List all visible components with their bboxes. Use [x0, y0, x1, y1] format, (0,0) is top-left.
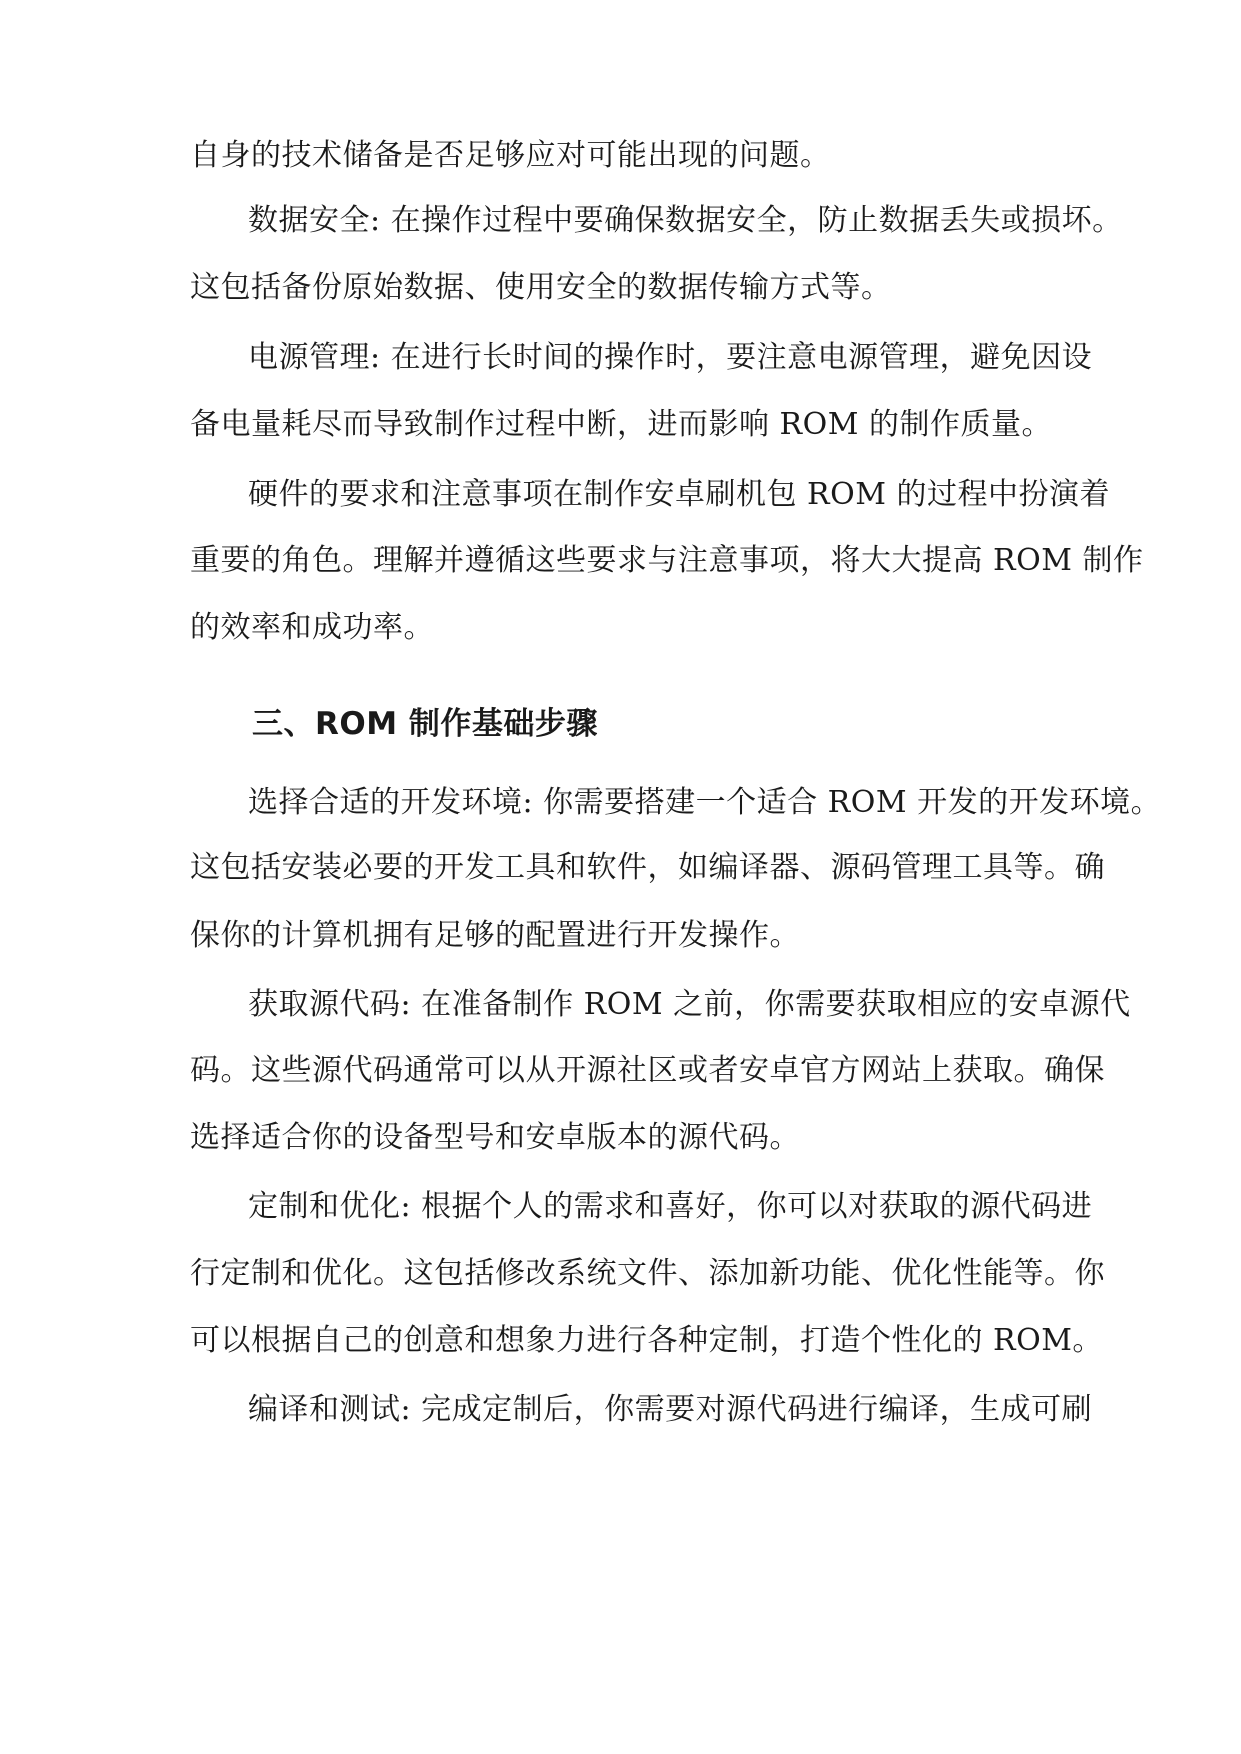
paragraph-line: 这包括备份原始数据、使用安全的数据传输方式等。	[190, 270, 892, 305]
paragraph-line-customize: 定制和优化: 根据个人的需求和喜好，你可以对获取的源代码进	[248, 1189, 1093, 1224]
paragraph-line: 这包括安装必要的开发工具和软件，如编译器、源码管理工具等。确	[190, 850, 1105, 885]
paragraph-line: 码。这些源代码通常可以从开源社区或者安卓官方网站上获取。确保	[190, 1053, 1105, 1088]
paragraph-line: 自身的技术储备是否足够应对可能出现的问题。	[190, 138, 831, 173]
paragraph-line-power-management: 电源管理: 在进行长时间的操作时，要注意电源管理，避免因设	[248, 340, 1093, 375]
paragraph-line: 重要的角色。理解并遵循这些要求与注意事项，将大大提高 ROM 制作	[190, 543, 1144, 578]
paragraph-line: 行定制和优化。这包括修改系统文件、添加新功能、优化性能等。你	[190, 1256, 1105, 1291]
paragraph-line: 可以根据自己的创意和想象力进行各种定制，打造个性化的 ROM。	[190, 1323, 1103, 1358]
paragraph-line-get-source: 获取源代码: 在准备制作 ROM 之前，你需要获取相应的安卓源代	[248, 987, 1131, 1022]
section-heading: 三、ROM 制作基础步骤	[252, 706, 598, 742]
paragraph-line-dev-environment: 选择合适的开发环境: 你需要搭建一个适合 ROM 开发的开发环境。	[248, 785, 1162, 820]
paragraph-line-hardware-summary: 硬件的要求和注意事项在制作安卓刷机包 ROM 的过程中扮演着	[248, 477, 1110, 512]
paragraph-line: 选择适合你的设备型号和安卓版本的源代码。	[190, 1120, 800, 1155]
paragraph-line-data-security: 数据安全: 在操作过程中要确保数据安全，防止数据丢失或损坏。	[248, 203, 1123, 238]
paragraph-line: 的效率和成功率。	[190, 610, 434, 645]
paragraph-line-compile-test: 编译和测试: 完成定制后，你需要对源代码进行编译，生成可刷	[248, 1392, 1093, 1427]
paragraph-line: 备电量耗尽而导致制作过程中断，进而影响 ROM 的制作质量。	[190, 407, 1052, 442]
paragraph-line: 保你的计算机拥有足够的配置进行开发操作。	[190, 918, 800, 953]
